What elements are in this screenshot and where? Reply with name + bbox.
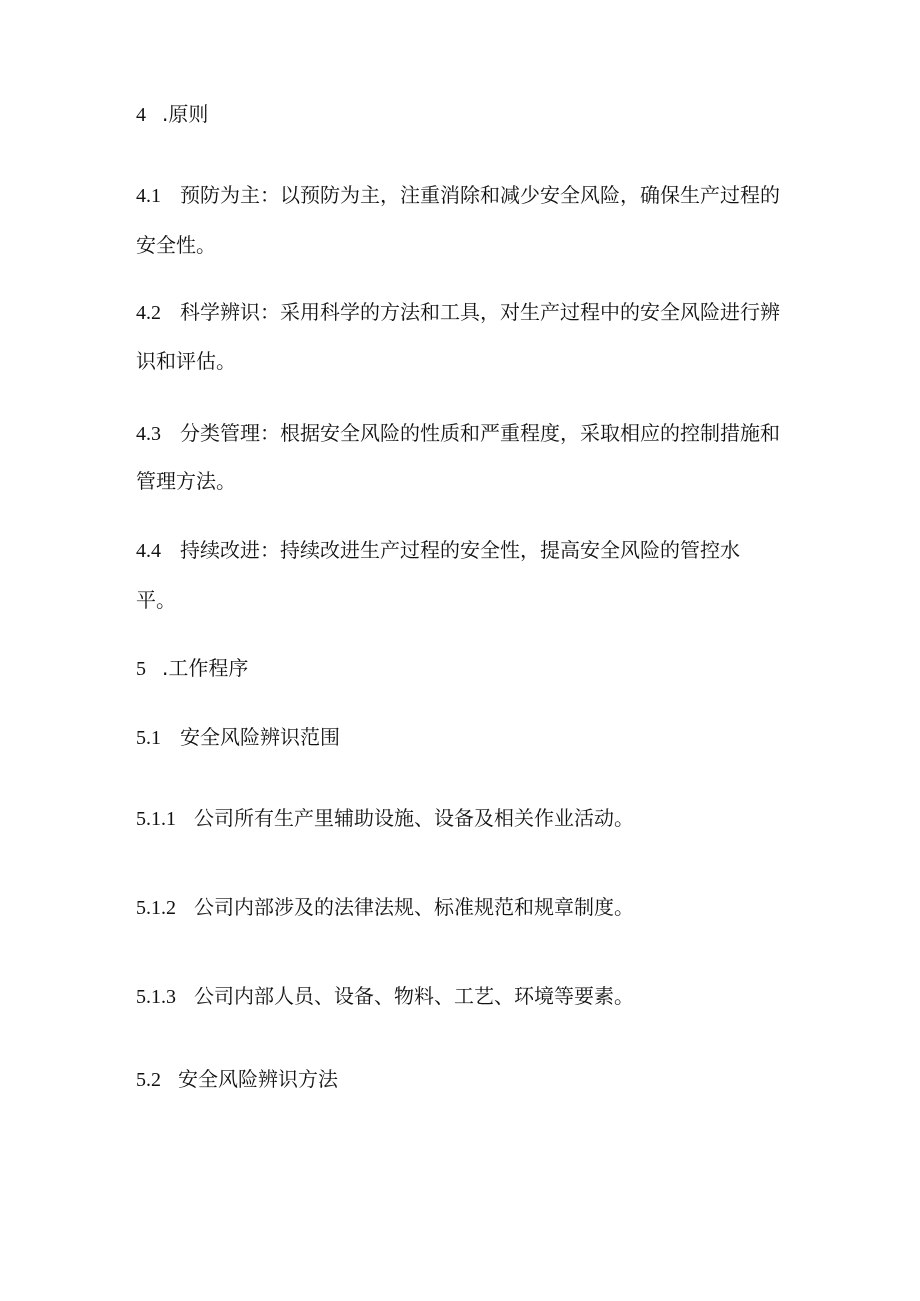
item-text: 公司所有生产里辅助设施、设备及相关作业活动。 [194, 806, 634, 830]
item-label: 科学辨识： [180, 300, 280, 324]
section-number: 5.1.2 [136, 897, 176, 919]
section-number: 4 [136, 104, 146, 126]
paragraph-4-4-line2 [136, 588, 176, 612]
section-number: 5.1 [136, 727, 161, 749]
item-text: 以预防为主，注重消除和减少安全风险，确保生产过程的 [280, 183, 780, 207]
section-number: 5.2 [136, 1069, 161, 1091]
section-number: 4.3 [136, 423, 161, 445]
paragraph-4-4-line1 [136, 538, 740, 563]
item-5-1-3 [136, 984, 634, 1009]
subsection-heading-5-2 [136, 1067, 338, 1092]
item-text: 公司内部人员、设备、物料、工艺、环境等要素。 [194, 984, 634, 1008]
item-label: 持续改进： [180, 538, 280, 562]
section-title: .工作程序 [162, 656, 249, 680]
section-heading-4 [136, 102, 208, 127]
section-number: 4.2 [136, 302, 161, 324]
item-text-continued: 管理方法。 [136, 469, 236, 493]
item-5-1-2 [136, 895, 634, 920]
item-text: 持续改进生产过程的安全性，提高安全风险的管控水 [280, 538, 740, 562]
item-text-continued: 识和评估。 [136, 349, 236, 373]
section-number: 5.1.3 [136, 986, 176, 1008]
section-number: 5.1.1 [136, 808, 176, 830]
section-number: 5 [136, 658, 146, 680]
section-title: .原则 [162, 102, 209, 126]
section-heading-5 [136, 656, 248, 681]
item-text-continued: 安全性。 [136, 233, 216, 257]
paragraph-4-3-line1 [136, 421, 780, 446]
section-number: 4.4 [136, 540, 161, 562]
item-text: 根据安全风险的性质和严重程度，采取相应的控制措施和 [280, 421, 780, 445]
item-text: 采用科学的方法和工具，对生产过程中的安全风险进行辨 [280, 300, 780, 324]
subsection-heading-5-1 [136, 725, 340, 750]
section-title: 安全风险辨识范围 [180, 725, 340, 749]
section-number: 4.1 [136, 185, 161, 207]
item-label: 分类管理： [180, 421, 280, 445]
paragraph-4-1-line2 [136, 233, 216, 257]
paragraph-4-1-line1 [136, 183, 780, 208]
paragraph-4-2-line2 [136, 349, 236, 373]
item-5-1-1 [136, 806, 634, 831]
item-text-continued: 平。 [136, 588, 176, 612]
paragraph-4-2-line1 [136, 300, 780, 325]
item-label: 预防为主： [180, 183, 280, 207]
paragraph-4-3-line2 [136, 469, 236, 493]
item-text: 公司内部涉及的法律法规、标准规范和规章制度。 [194, 895, 634, 919]
section-title: 安全风险辨识方法 [178, 1067, 338, 1091]
